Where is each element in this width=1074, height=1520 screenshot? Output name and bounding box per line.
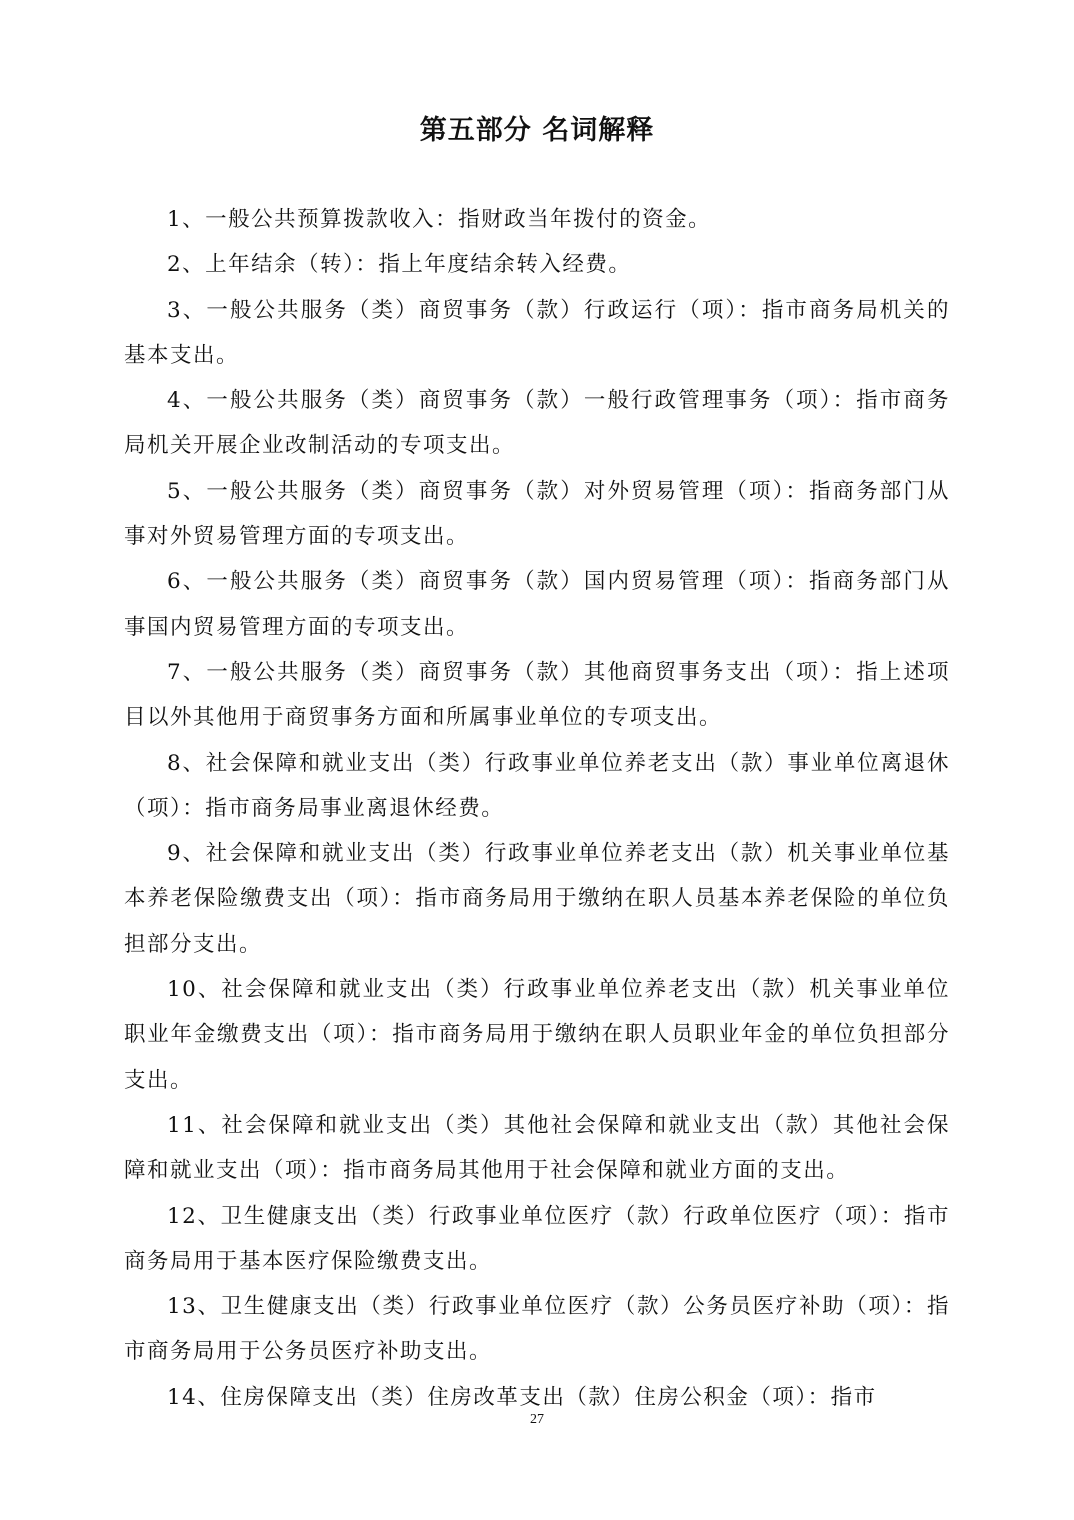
- definition-item-5: 5、一般公共服务（类）商贸事务（款）对外贸易管理（项）：指商务部门从事对外贸易管理方面的专项支出。: [124, 478, 950, 550]
- definition-item-9: 9、社会保障和就业支出（类）行政事业单位养老支出（款）机关事业单位基本养老保险缴费支出（项）：指市商务局用于缴纳在职人员基本养老保险的单位负担部分支出。: [124, 841, 950, 957]
- definition-item-2: 2、上年结余（转）：指上年度结余转入经费。: [167, 252, 632, 278]
- definition-item-3: 3、一般公共服务（类）商贸事务（款）行政运行（项）：指市商务局机关的基本支出。: [124, 297, 950, 368]
- page-number: 27: [530, 1412, 544, 1427]
- definitions-list: [124, 197, 950, 1420]
- definition-item-4: 4、一般公共服务（类）商贸事务（款）一般行政管理事务（项）：指市商务局机关开展企业改制活动的专项支出。: [124, 388, 950, 459]
- definition-item-11: 11、社会保障和就业支出（类）其他社会保障和就业支出（款）其他社会保障和就业支出（项）：指市商务局其他用于社会保障和就业方面的支出。: [124, 1112, 950, 1184]
- definition-item-6: 6、一般公共服务（类）商贸事务（款）国内贸易管理（项）：指商务部门从事国内贸易管理方面的专项支出。: [124, 569, 950, 640]
- definition-item-12: 12、卫生健康支出（类）行政事业单位医疗（款）行政单位医疗（项）：指市商务局用于基本医疗保险缴费支出。: [124, 1203, 950, 1274]
- definition-item-8: 8、社会保障和就业支出（类）行政事业单位养老支出（款）事业单位离退休（项）：指市商务局事业离退休经费。: [124, 750, 950, 821]
- definition-item-13: 13、卫生健康支出（类）行政事业单位医疗（款）公务员医疗补助（项）：指市商务局用于公务员医疗补助支出。: [124, 1294, 950, 1365]
- definition-item-14: 14、住房保障支出（类）住房改革支出（款）住房公积金（项）：指市: [167, 1384, 877, 1410]
- definition-item-10: 10、社会保障和就业支出（类）行政事业单位养老支出（款）机关事业单位职业年金缴费支出（项）：指市商务局用于缴纳在职人员职业年金的单位负担部分支出。: [124, 977, 950, 1093]
- definition-item-1: 1、一般公共预算拨款收入：指财政当年拨付的资金。: [167, 207, 712, 232]
- page-title: 第五部分 名词解释: [419, 115, 655, 146]
- definition-item-7: 7、一般公共服务（类）商贸事务（款）其他商贸事务支出（项）：指上述项目以外其他用于商贸事务方面和所属事业单位的专项支出。: [124, 659, 950, 731]
